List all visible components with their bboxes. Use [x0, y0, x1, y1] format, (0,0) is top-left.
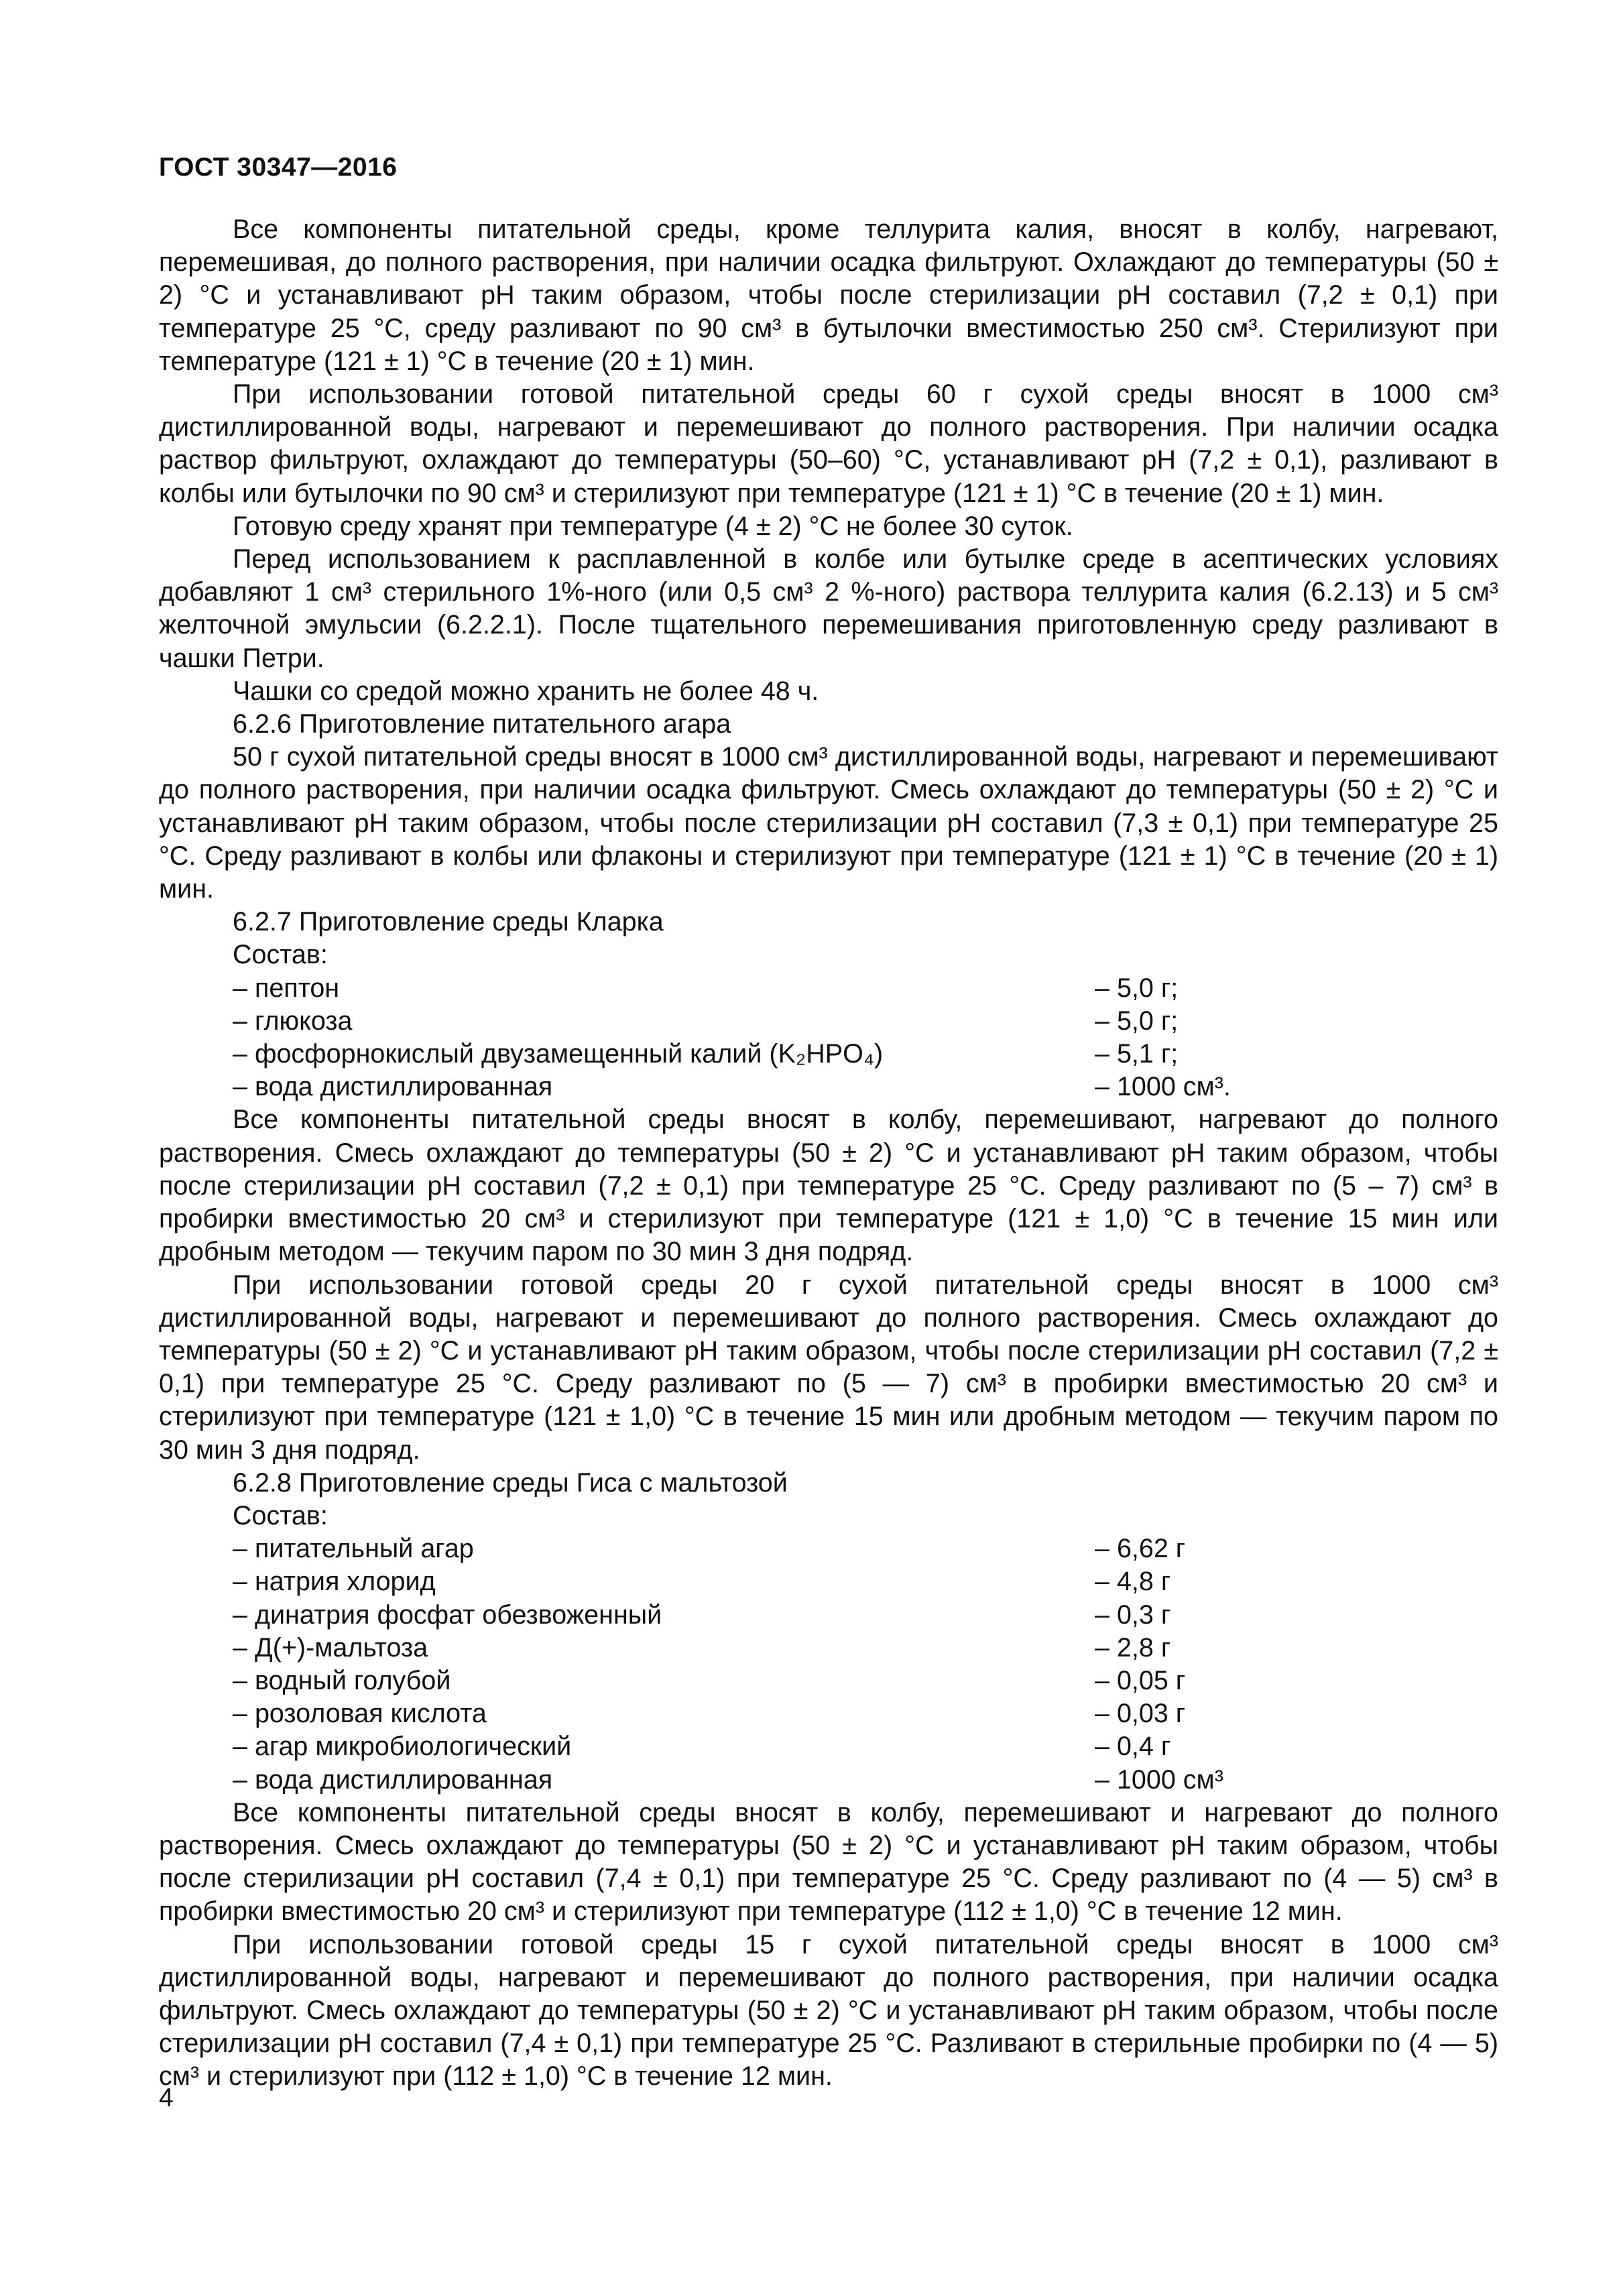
component-amount: – 1000 см³: [1095, 1764, 1223, 1795]
component-name: – натрия хлорид: [233, 1567, 436, 1597]
paragraph: Все компоненты питательной среды вносят в колбу, перемешивают и нагревают до полного растворения. Смесь охлаждают до температуры (50 ± 2) °С и устанавливают pH таким образом, чтобы после стерилизации pH составил (7,4 ± 0,1) при температуре 25 °С. Среду разливают по (4 — 5) см³ в пробирки вместимостью 20 см³ и стерилизуют при температуре (112 ± 1,0) °С в течение 12 мин.: [159, 1797, 1498, 1927]
composition-item: [159, 1697, 1498, 1730]
composition-item: [159, 1632, 1498, 1665]
paragraph: Готовую среду хранят при температуре (4 ± 2) °С не более 30 суток.: [233, 511, 1073, 541]
component-name: – динатрия фосфат обезвоженный: [233, 1599, 662, 1630]
composition-label: Состав:: [233, 940, 328, 970]
component-amount: – 5,1 г;: [1095, 1039, 1179, 1069]
composition-item: [159, 1665, 1498, 1697]
composition-item: [159, 1071, 1498, 1103]
paragraph: Все компоненты питательной среды вносят в колбу, перемешивают, нагревают до полного растворения. Смесь охлаждают до температуры (50 ± 2) °С и устанавливают pH таким образом, чтобы после стерилизации pH составил (7,2 ± 0,1) при температуре 25 °С. Среду разливают по (5 – 7) см³ в пробирки вместимостью 20 см³ и стерилизуют при температуре (121 ± 1,0) °С в течение 15 мин или дробным методом — текучим паром по 30 мин 3 дня подряд.: [159, 1105, 1498, 1267]
clark-composition-list: [159, 972, 1498, 1104]
composition-item: [159, 1565, 1498, 1598]
component-amount: – 6,62 г: [1095, 1534, 1186, 1564]
component-name: – розоловая кислота: [233, 1699, 487, 1729]
component-amount: – 0,03 г: [1095, 1699, 1186, 1729]
paragraph: Перед использованием к расплавленной в колбе или бутылке среде в асептических условиях добавляют 1 см³ стерильного 1%-ного (или 0,5 см³ 2 %-ного) раствора теллурита калия (6.2.13) и 5 см³ желточной эмульсии (6.2.2.1). После тщательного перемешивания приготовленную среду разливают в чашки Петри.: [159, 544, 1498, 673]
paragraph: Чашки со средой можно хранить не более 48 ч.: [233, 676, 819, 706]
composition-item: [159, 1532, 1498, 1565]
composition-item: [159, 1730, 1498, 1763]
section-heading: 6.2.8 Приготовление среды Гиса с мальтозой: [233, 1467, 788, 1498]
component-name: – вода дистиллированная: [233, 1764, 553, 1795]
section-heading: 6.2.7 Приготовление среды Кларка: [233, 907, 664, 937]
component-name: – питательный агар: [233, 1534, 474, 1564]
composition-item: [159, 972, 1498, 1005]
component-name: – глюкоза: [233, 1006, 353, 1036]
component-amount: – 4,8 г: [1095, 1567, 1171, 1597]
component-name: – вода дистиллированная: [233, 1072, 553, 1102]
composition-item: [159, 1764, 1498, 1797]
component-name: – Д(+)-мальтоза: [233, 1632, 428, 1663]
giss-composition-list: [159, 1532, 1498, 1797]
composition-item: [159, 1599, 1498, 1632]
document-body: [159, 213, 1498, 2094]
component-amount: – 0,3 г: [1095, 1599, 1171, 1630]
paragraph: При использовании готовой среды 20 г сухой питательной среды вносят в 1000 см³ дистиллированной воды, нагревают и перемешивают до полного растворения. Смесь охлаждают до температуры (50 ± 2) °С и устанавливают pH таким образом, чтобы после стерилизации pH составил (7,2 ± 0,1) при температуре 25 °С. Среду разливают по (5 — 7) см³ в пробирки вместимостью 20 см³ и стерилизуют при температуре (121 ± 1,0) °С в течение 15 мин или дробным методом — текучим паром по 30 мин 3 дня подряд.: [159, 1270, 1498, 1465]
composition-item: [159, 1005, 1498, 1038]
paragraph: При использовании готовой питательной среды 60 г сухой среды вносят в 1000 см³ дистиллированной воды, нагревают и перемешивают до полного растворения. При наличии осадка раствор фильтруют, охлаждают до температуры (50–60) °С, устанавливают pH (7,2 ± 0,1), разливают в колбы или бутылочки по 90 см³ и стерилизуют при температуре (121 ± 1) °С в течение (20 ± 1) мин.: [159, 379, 1498, 508]
component-name: – агар микробиологический: [233, 1732, 572, 1762]
component-amount: – 2,8 г: [1095, 1632, 1171, 1663]
component-amount: – 0,05 г: [1095, 1665, 1186, 1695]
paragraph: При использовании готовой среды 15 г сухой питательной среды вносят в 1000 см³ дистиллированной воды, нагревают и перемешивают до полного растворения, при наличии осадка фильтруют. Смесь охлаждают до температуры (50 ± 2) °С и устанавливают pH таким образом, чтобы после стерилизации pH составил (7,4 ± 0,1) при температуре 25 °С. Разливают в стерильные пробирки по (4 — 5) см³ и стерилизуют при (112 ± 1,0) °С в течение 12 мин.: [159, 1929, 1498, 2092]
paragraph: 50 г сухой питательной среды вносят в 1000 см³ дистиллированной воды, нагревают и перемешивают до полного растворения, при наличии осадка фильтруют. Смесь охлаждают до температуры (50 ± 2) °С и устанавливают pH таким образом, чтобы после стерилизации pH составил (7,3 ± 0,1) при температуре 25 °С. Среду разливают в колбы или флаконы и стерилизуют при температуре (121 ± 1) °С в течение (20 ± 1) мин.: [159, 742, 1498, 904]
page-number: 4: [159, 2083, 174, 2112]
paragraph: Все компоненты питательной среды, кроме теллурита калия, вносят в колбу, нагревают, перемешивая, до полного растворения, при наличии осадка фильтруют. Охлаждают до температуры (50 ± 2) °С и устанавливают pH таким образом, чтобы после стерилизации pH составил (7,2 ± 0,1) при температуре 25 °С, среду разливают по 90 см³ в бутылочки вместимостью 250 см³. Стерилизуют при температуре (121 ± 1) °С в течение (20 ± 1) мин.: [159, 215, 1498, 376]
component-name: – фосфорнокислый двузамещенный калий (K₂HPO₄): [233, 1039, 884, 1069]
section-heading: 6.2.6 Приготовление питательного агара: [233, 709, 731, 739]
composition-item: [159, 1038, 1498, 1071]
component-amount: – 0,4 г: [1095, 1732, 1171, 1762]
component-name: – пептон: [233, 973, 340, 1003]
component-name: – водный голубой: [233, 1665, 451, 1695]
component-amount: – 5,0 г;: [1095, 1006, 1179, 1036]
component-amount: – 1000 см³.: [1095, 1072, 1231, 1102]
component-amount: – 5,0 г;: [1095, 973, 1179, 1003]
composition-label: Состав:: [233, 1500, 328, 1530]
document-header: ГОСТ 30347—2016: [159, 153, 398, 182]
